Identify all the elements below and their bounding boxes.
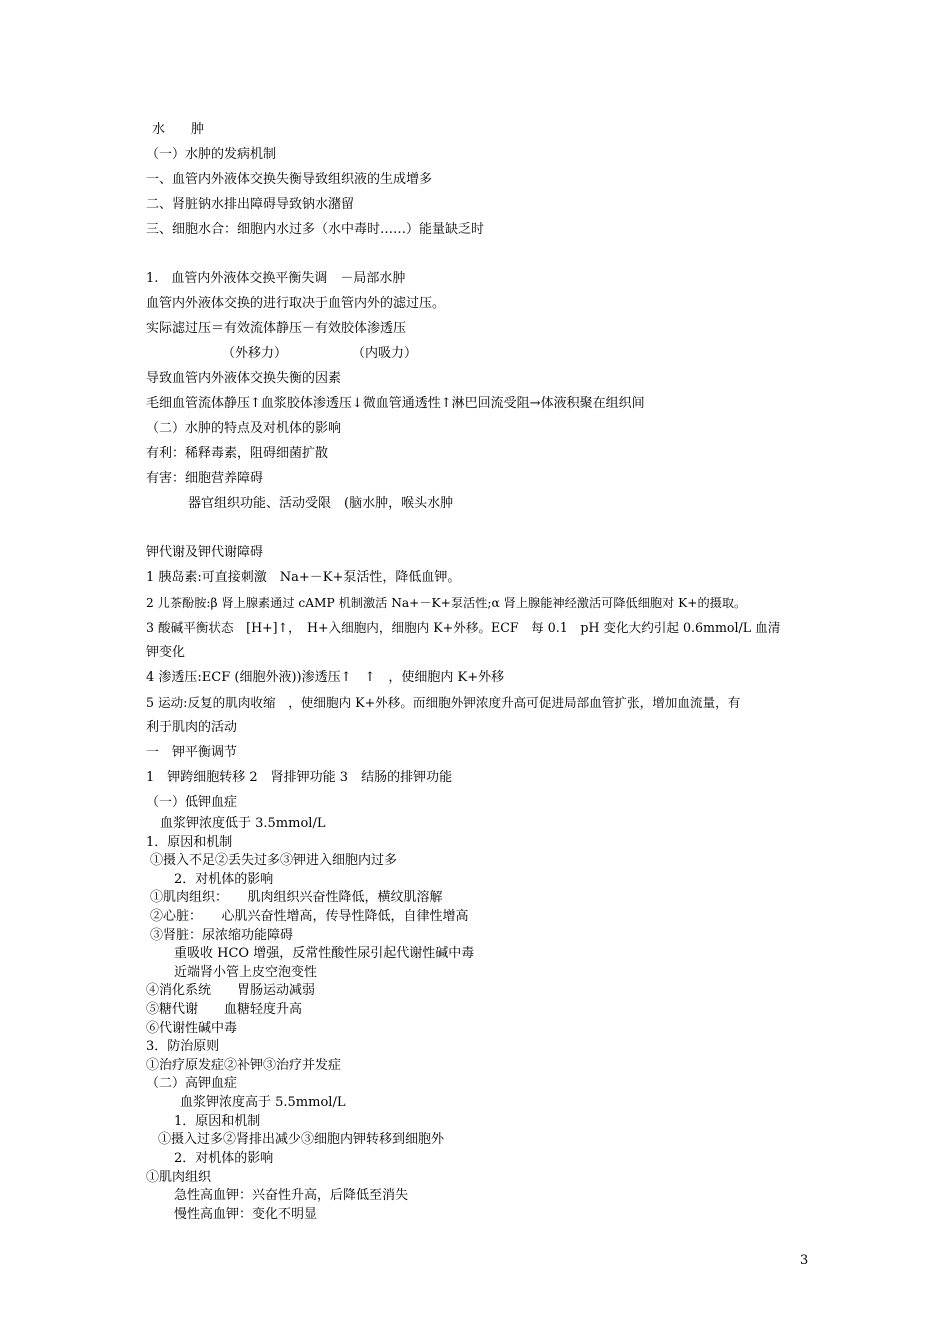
- text-line: 2．对机体的影响: [174, 1151, 274, 1166]
- text-line: 三、细胞水合：细胞内水过多（水中毒时……）能量缺乏时: [146, 222, 485, 237]
- text-line: ①摄入不足②丢失过多③钾进入细胞内过多: [150, 853, 398, 868]
- text-line: 2．对机体的影响: [174, 872, 274, 887]
- section-heading: 钾代谢及钾代谢障碍: [146, 545, 264, 560]
- text-line: 近端肾小管上皮空泡变性: [174, 965, 318, 980]
- text-line: 导致血管内外液体交换失衡的因素: [146, 371, 342, 386]
- text-line: 血浆钾浓度低于 3.5mmol/L: [160, 816, 326, 831]
- text-line: 2 儿茶酚胺:β 肾上腺素通过 cAMP 机制激活 Na+－K+泵活性;α 肾上腺能神经激活可降低细胞对 K+的摄取。: [146, 596, 747, 610]
- text-line: 1 钾跨细胞转移 2 肾排钾功能 3 结肠的排钾功能: [146, 770, 453, 785]
- text-line: ③肾脏：尿浓缩功能障碍: [150, 928, 294, 943]
- text-line: （一）水肿的发病机制: [146, 147, 277, 162]
- text-line: 1 胰岛素:可直接刺激 Na+－K+泵活性，降低血钾。: [146, 570, 461, 585]
- text-line: 3 酸碱平衡状态 [H+]↑， H+入细胞内，细胞内 K+外移。ECF 每 0.1 pH 变化大约引起 0.6mmol/L 血清: [146, 620, 781, 635]
- heading-edema: 水 肿: [152, 122, 205, 137]
- text-line: ⑥代谢性碱中毒: [146, 1021, 238, 1036]
- text-line: 二、肾脏钠水排出障碍导致钠水潴留: [146, 197, 355, 212]
- text-line: 实际滤过压＝有效流体静压－有效胶体渗透压: [146, 321, 407, 336]
- text-line: ①摄入过多②肾排出减少③细胞内钾转移到细胞外: [158, 1132, 445, 1147]
- text-line: 4 渗透压:ECF (细胞外液))渗透压↑ ↑ ，使细胞内 K+外移: [146, 670, 505, 685]
- text-line: 一 钾平衡调节: [146, 745, 238, 760]
- text-line: 有利：稀释毒素，阻碍细菌扩散: [146, 446, 329, 461]
- text-line: 慢性高血钾：变化不明显: [174, 1207, 318, 1222]
- text-line: 钾变化: [146, 645, 186, 660]
- text-line: 急性高血钾：兴奋性升高，后降低至消失: [174, 1188, 409, 1203]
- text-line: ②心脏： 心肌兴奋性增高，传导性降低，自律性增高: [150, 909, 469, 924]
- text-line: ①肌肉组织： 肌肉组织兴奋性降低，横纹肌溶解: [150, 890, 443, 905]
- text-line: 1. 血管内外液体交换平衡失调 －局部水肿: [146, 271, 406, 286]
- text-line: ④消化系统 胃肠运动减弱: [146, 983, 316, 998]
- text-line: 毛细血管流体静压↑血浆胶体渗透压↓微血管通透性↑淋巴回流受阻→体液积聚在组织间: [146, 396, 645, 411]
- text-line: ①肌肉组织: [146, 1170, 212, 1185]
- text-line: （外移力） （内吸力）: [222, 346, 418, 361]
- text-line: 利于肌肉的活动: [146, 720, 238, 735]
- text-line: （二）水肿的特点及对机体的影响: [146, 421, 342, 436]
- text-line: ①治疗原发症②补钾③治疗并发症: [146, 1058, 342, 1073]
- text-line: 有害：细胞营养障碍: [146, 471, 264, 486]
- text-line: （二）高钾血症: [146, 1076, 238, 1091]
- text-line: 一、血管内外液体交换失衡导致组织液的生成增多: [146, 172, 433, 187]
- text-line: 血浆钾浓度高于 5.5mmol/L: [180, 1095, 346, 1110]
- text-line: 1．原因和机制: [174, 1114, 261, 1129]
- text-line: 重吸收 HCO 增强，反常性酸性尿引起代谢性碱中毒: [174, 946, 475, 961]
- text-line: ⑤糖代谢 血糖轻度升高: [146, 1002, 303, 1017]
- page-number: 3: [800, 1253, 809, 1268]
- text-line: （一）低钾血症: [146, 795, 238, 810]
- text-line: 血管内外液体交换的进行取决于血管内外的滤过压。: [146, 296, 446, 311]
- text-line: 5 运动:反复的肌肉收缩 ，使细胞内 K+外移。而细胞外钾浓度升高可促进局部血管扩张，增加血流量，有: [146, 695, 741, 710]
- text-line: 3．防治原则: [146, 1039, 220, 1054]
- text-line: 器官组织功能、活动受限 (脑水肿，喉头水肿: [188, 496, 454, 511]
- text-line: 1．原因和机制: [146, 835, 233, 850]
